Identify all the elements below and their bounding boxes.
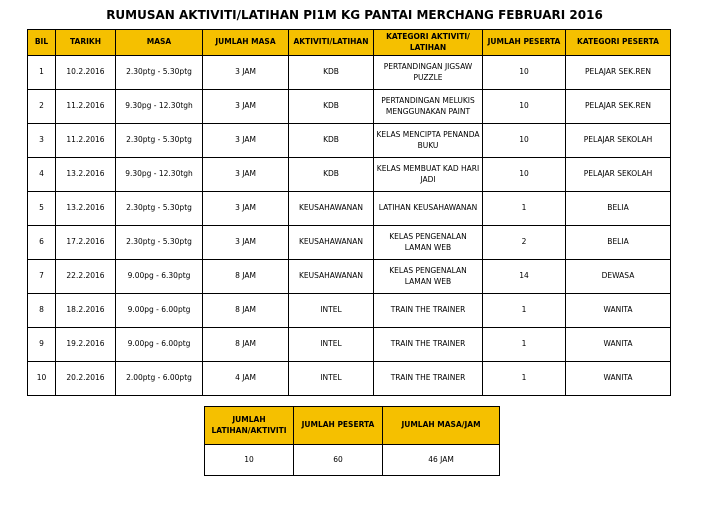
cell-bil: 9 <box>28 328 56 362</box>
cell-bil: 7 <box>28 260 56 294</box>
table-row <box>28 90 671 124</box>
cell-masa: 2.30ptg - 5.30ptg <box>116 56 203 90</box>
cell-aktiviti: KEUSAHAWANAN <box>289 260 374 294</box>
header-masa: MASA <box>116 30 203 56</box>
cell-jumlah-masa: 3 JAM <box>203 226 289 260</box>
cell-kategori-aktiviti: KELAS MEMBUAT KAD HARI JADI <box>374 158 483 192</box>
header-tarikh: TARIKH <box>56 30 116 56</box>
header-kategori-aktiviti: KATEGORI AKTIVITI/ LATIHAN <box>374 30 483 56</box>
cell-jumlah-peserta: 10 <box>483 56 566 90</box>
cell-kategori-aktiviti: KELAS MENCIPTA PENANDA BUKU <box>374 124 483 158</box>
cell-jumlah-peserta: 10 <box>483 124 566 158</box>
cell-kategori-aktiviti: PERTANDINGAN JIGSAW PUZZLE <box>374 56 483 90</box>
cell-jumlah-peserta: 14 <box>483 260 566 294</box>
cell-jumlah-masa: 8 JAM <box>203 260 289 294</box>
cell-bil: 1 <box>28 56 56 90</box>
cell-masa: 2.30ptg - 5.30ptg <box>116 124 203 158</box>
cell-jumlah-masa: 8 JAM <box>203 294 289 328</box>
cell-aktiviti: KDB <box>289 124 374 158</box>
summary-total-hours: 46 JAM <box>383 445 500 476</box>
cell-kategori-aktiviti: LATIHAN KEUSAHAWANAN <box>374 192 483 226</box>
cell-kategori-peserta: PELAJAR SEKOLAH <box>566 158 671 192</box>
cell-jumlah-peserta: 2 <box>483 226 566 260</box>
header-row <box>28 30 671 56</box>
table-row <box>28 362 671 396</box>
table-row <box>28 124 671 158</box>
cell-masa: 2.30ptg - 5.30ptg <box>116 226 203 260</box>
cell-tarikh: 11.2.2016 <box>56 124 116 158</box>
cell-tarikh: 13.2.2016 <box>56 158 116 192</box>
cell-masa: 9.30pg - 12.30tgh <box>116 158 203 192</box>
table-row <box>28 192 671 226</box>
table-row <box>28 158 671 192</box>
cell-aktiviti: KEUSAHAWANAN <box>289 192 374 226</box>
cell-masa: 9.30pg - 12.30tgh <box>116 90 203 124</box>
summary-header-total-participants: JUMLAH PESERTA <box>294 407 383 445</box>
table-row <box>28 226 671 260</box>
cell-aktiviti: KDB <box>289 158 374 192</box>
cell-jumlah-masa: 3 JAM <box>203 90 289 124</box>
cell-tarikh: 10.2.2016 <box>56 56 116 90</box>
cell-kategori-aktiviti: TRAIN THE TRAINER <box>374 328 483 362</box>
table-row <box>28 294 671 328</box>
summary-header-total-hours: JUMLAH MASA/JAM <box>383 407 500 445</box>
cell-bil: 5 <box>28 192 56 226</box>
header-aktiviti: AKTIVITI/LATIHAN <box>289 30 374 56</box>
cell-jumlah-peserta: 10 <box>483 90 566 124</box>
cell-kategori-peserta: BELIA <box>566 226 671 260</box>
cell-bil: 3 <box>28 124 56 158</box>
cell-kategori-aktiviti: PERTANDINGAN MELUKIS MENGGUNAKAN PAINT <box>374 90 483 124</box>
cell-jumlah-masa: 3 JAM <box>203 192 289 226</box>
cell-tarikh: 19.2.2016 <box>56 328 116 362</box>
summary-header-row <box>205 407 500 445</box>
page-title: RUMUSAN AKTIVITI/LATIHAN PI1M KG PANTAI MERCHANG FEBRUARI 2016 <box>106 8 603 22</box>
cell-aktiviti: INTEL <box>289 294 374 328</box>
cell-kategori-peserta: PELAJAR SEK.REN <box>566 90 671 124</box>
activity-table <box>27 29 671 396</box>
cell-jumlah-peserta: 1 <box>483 362 566 396</box>
cell-kategori-aktiviti: KELAS PENGENALAN LAMAN WEB <box>374 260 483 294</box>
cell-jumlah-masa: 3 JAM <box>203 56 289 90</box>
header-kategori-peserta: KATEGORI PESERTA <box>566 30 671 56</box>
table-row <box>28 260 671 294</box>
cell-jumlah-masa: 4 JAM <box>203 362 289 396</box>
cell-tarikh: 22.2.2016 <box>56 260 116 294</box>
header-jumlah-peserta: JUMLAH PESERTA <box>483 30 566 56</box>
cell-masa: 9.00pg - 6.30ptg <box>116 260 203 294</box>
cell-jumlah-masa: 8 JAM <box>203 328 289 362</box>
cell-tarikh: 11.2.2016 <box>56 90 116 124</box>
cell-aktiviti: KDB <box>289 90 374 124</box>
header-bil: BIL <box>28 30 56 56</box>
cell-jumlah-masa: 3 JAM <box>203 124 289 158</box>
cell-kategori-peserta: WANITA <box>566 328 671 362</box>
cell-tarikh: 18.2.2016 <box>56 294 116 328</box>
cell-bil: 8 <box>28 294 56 328</box>
summary-header-total-activities: JUMLAH LATIHAN/AKTIVITI <box>205 407 294 445</box>
cell-kategori-peserta: PELAJAR SEKOLAH <box>566 124 671 158</box>
cell-kategori-peserta: DEWASA <box>566 260 671 294</box>
cell-kategori-peserta: PELAJAR SEK.REN <box>566 56 671 90</box>
summary-total-activities: 10 <box>205 445 294 476</box>
summary-values-row <box>205 445 500 476</box>
cell-kategori-peserta: BELIA <box>566 192 671 226</box>
cell-jumlah-peserta: 1 <box>483 294 566 328</box>
cell-masa: 9.00pg - 6.00ptg <box>116 294 203 328</box>
cell-bil: 6 <box>28 226 56 260</box>
cell-aktiviti: KDB <box>289 56 374 90</box>
cell-kategori-peserta: WANITA <box>566 294 671 328</box>
cell-kategori-aktiviti: TRAIN THE TRAINER <box>374 294 483 328</box>
cell-masa: 9.00pg - 6.00ptg <box>116 328 203 362</box>
cell-aktiviti: KEUSAHAWANAN <box>289 226 374 260</box>
cell-tarikh: 17.2.2016 <box>56 226 116 260</box>
cell-tarikh: 13.2.2016 <box>56 192 116 226</box>
cell-aktiviti: INTEL <box>289 362 374 396</box>
header-jumlah-masa: JUMLAH MASA <box>203 30 289 56</box>
cell-jumlah-peserta: 10 <box>483 158 566 192</box>
cell-kategori-aktiviti: TRAIN THE TRAINER <box>374 362 483 396</box>
summary-table <box>204 406 500 476</box>
cell-bil: 2 <box>28 90 56 124</box>
cell-jumlah-peserta: 1 <box>483 328 566 362</box>
cell-kategori-aktiviti: KELAS PENGENALAN LAMAN WEB <box>374 226 483 260</box>
cell-bil: 4 <box>28 158 56 192</box>
table-row <box>28 56 671 90</box>
cell-masa: 2.30ptg - 5.30ptg <box>116 192 203 226</box>
cell-bil: 10 <box>28 362 56 396</box>
cell-kategori-peserta: WANITA <box>566 362 671 396</box>
cell-jumlah-peserta: 1 <box>483 192 566 226</box>
cell-masa: 2.00ptg - 6.00ptg <box>116 362 203 396</box>
cell-aktiviti: INTEL <box>289 328 374 362</box>
summary-total-participants: 60 <box>294 445 383 476</box>
cell-jumlah-masa: 3 JAM <box>203 158 289 192</box>
table-row <box>28 328 671 362</box>
cell-tarikh: 20.2.2016 <box>56 362 116 396</box>
